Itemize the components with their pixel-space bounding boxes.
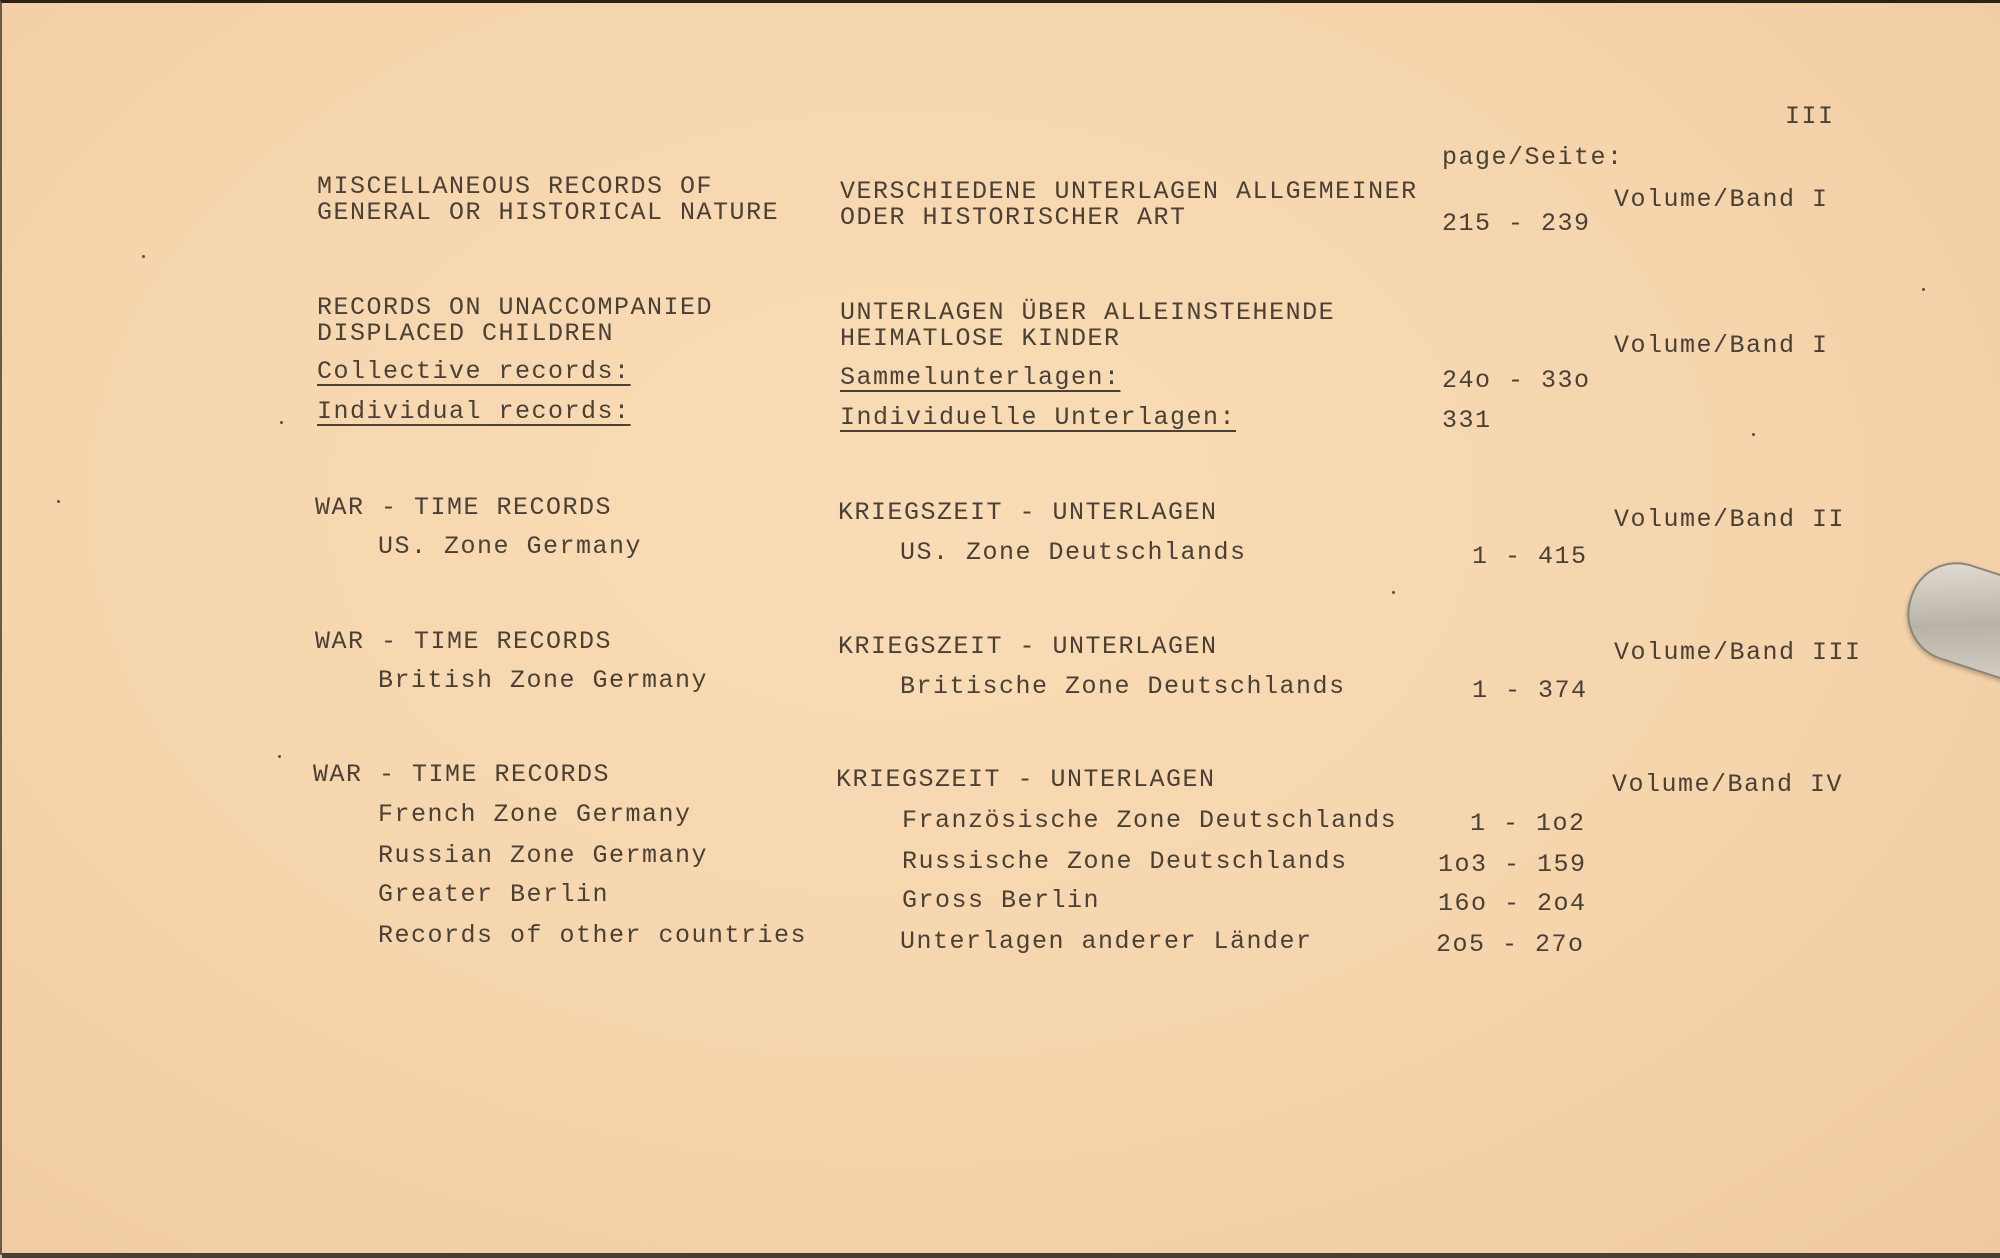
section-5-en-title: WAR - TIME RECORDS xyxy=(313,760,611,789)
section-1-en-title-line-1: MISCELLANEOUS RECORDS OF xyxy=(317,172,714,201)
section-2-en-title-line-1: RECORDS ON UNACCOMPANIED xyxy=(317,293,714,322)
section-5-volume: Volume/Band IV xyxy=(1612,770,1844,799)
us-zone-pages: 1 - 415 xyxy=(1472,542,1588,571)
other-countries-en: Records of other countries xyxy=(378,921,808,950)
section-1-de-title-line-1: VERSCHIEDENE UNTERLAGEN ALLGEMEINER xyxy=(840,177,1418,206)
section-3-de-title: KRIEGSZEIT - UNTERLAGEN xyxy=(838,498,1218,527)
section-3-volume: Volume/Band II xyxy=(1614,505,1846,534)
british-zone-en: British Zone Germany xyxy=(378,666,709,695)
greater-berlin-de: Gross Berlin xyxy=(902,886,1101,915)
section-1-volume: Volume/Band I xyxy=(1614,185,1829,214)
sammelunterlagen-label: Sammelunterlagen: xyxy=(840,363,1121,392)
section-1-pages: 215 - 239 xyxy=(1442,209,1591,238)
paper-speck xyxy=(280,421,283,424)
russian-zone-de: Russische Zone Deutschlands xyxy=(902,847,1348,876)
collective-records-pages: 24o - 33o xyxy=(1442,366,1591,395)
page-number: III xyxy=(1785,102,1835,131)
us-zone-de: US. Zone Deutschlands xyxy=(900,538,1247,567)
section-4-en-title: WAR - TIME RECORDS xyxy=(315,627,613,656)
other-countries-pages: 2o5 - 27o xyxy=(1436,930,1585,959)
page-column-header: page/Seite: xyxy=(1442,143,1624,172)
paper-speck xyxy=(278,755,281,758)
greater-berlin-pages: 16o - 2o4 xyxy=(1438,889,1587,918)
individual-records-pages: 331 xyxy=(1442,406,1492,435)
paper-speck xyxy=(1392,591,1395,594)
section-2-en-title-line-2: DISPLACED CHILDREN xyxy=(317,319,615,348)
paper-speck xyxy=(57,500,60,503)
french-zone-en: French Zone Germany xyxy=(378,800,692,829)
greater-berlin-en: Greater Berlin xyxy=(378,880,610,909)
british-zone-de: Britische Zone Deutschlands xyxy=(900,672,1346,701)
individuelle-unterlagen-label: Individuelle Unterlagen: xyxy=(840,403,1237,432)
individual-records-label: Individual records: xyxy=(317,397,631,426)
russian-zone-en: Russian Zone Germany xyxy=(378,841,709,870)
british-zone-pages: 1 - 374 xyxy=(1472,676,1588,705)
paper-speck xyxy=(1752,433,1755,436)
collective-records-label: Collective records: xyxy=(317,357,631,386)
other-countries-de: Unterlagen anderer Länder xyxy=(900,927,1313,956)
french-zone-de: Französische Zone Deutschlands xyxy=(902,806,1398,835)
page-bottom-edge xyxy=(2,1253,2000,1258)
section-4-de-title: KRIEGSZEIT - UNTERLAGEN xyxy=(838,632,1218,661)
us-zone-en: US. Zone Germany xyxy=(378,532,643,561)
section-3-en-title: WAR - TIME RECORDS xyxy=(315,493,613,522)
section-2-volume: Volume/Band I xyxy=(1614,331,1829,360)
section-5-de-title: KRIEGSZEIT - UNTERLAGEN xyxy=(836,765,1216,794)
french-zone-pages: 1 - 1o2 xyxy=(1470,809,1586,838)
section-1-en-title-line-2: GENERAL OR HISTORICAL NATURE xyxy=(317,198,780,227)
section-1-de-title-line-2: ODER HISTORISCHER ART xyxy=(840,203,1187,232)
section-2-de-title-line-2: HEIMATLOSE KINDER xyxy=(840,324,1121,353)
section-2-de-title-line-1: UNTERLAGEN ÜBER ALLEINSTEHENDE xyxy=(840,298,1336,327)
paper-clip xyxy=(1895,550,2000,687)
russian-zone-pages: 1o3 - 159 xyxy=(1438,850,1587,879)
section-4-volume: Volume/Band III xyxy=(1614,638,1862,667)
paper-speck xyxy=(1922,288,1925,291)
paper-speck xyxy=(142,255,145,258)
